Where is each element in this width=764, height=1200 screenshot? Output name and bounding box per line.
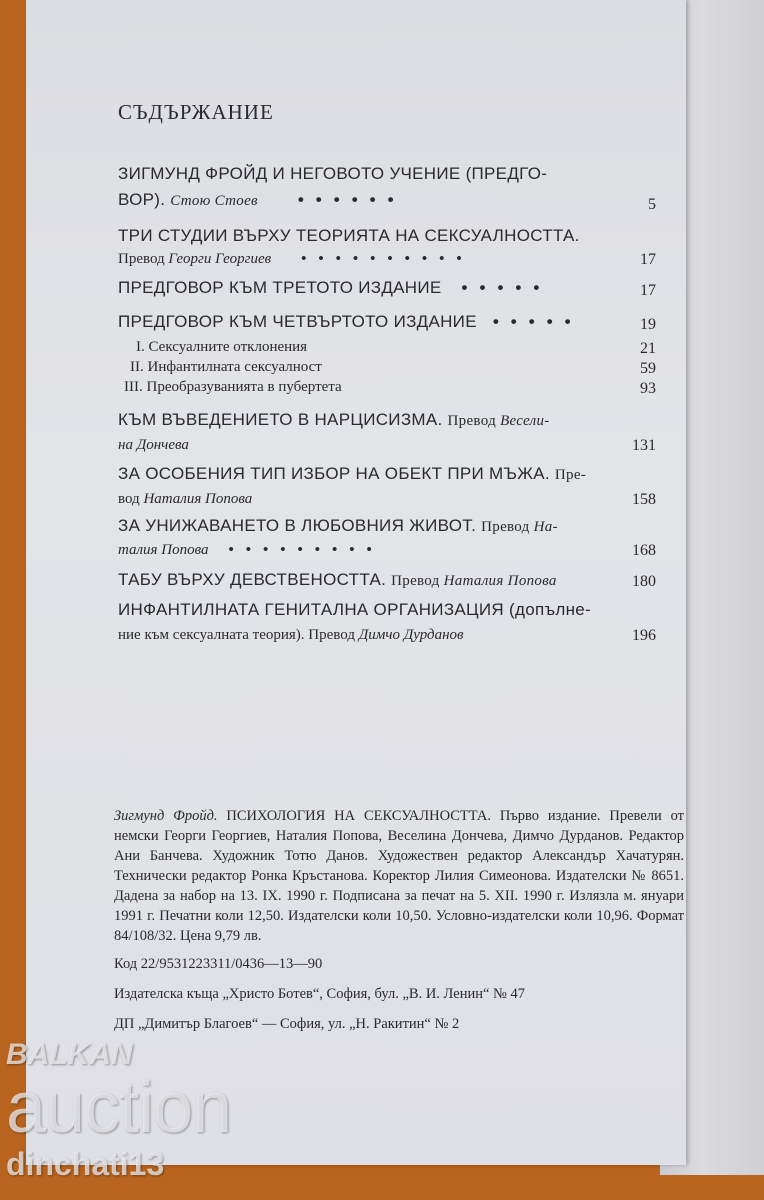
toc-page-10: 168	[632, 542, 656, 559]
toc-entry-5: I. Сексуалните отклонения	[136, 339, 308, 355]
toc-entry-11: ТАБУ ВЪРХУ ДЕВСТВЕНОСТТА. Превод Наталия Попова	[118, 570, 557, 589]
toc-heading: СЪДЪРЖАНИЕ	[118, 100, 274, 124]
toc-entry-8: КЪМ ВЪВЕДЕНИЕТО В НАРЦИСИЗМА. Превод Весели-	[118, 410, 550, 429]
toc-page-9: 158	[632, 491, 656, 508]
toc-entry-2-line2: Превод Георги Георгиев ••••••••••	[118, 251, 474, 267]
watermark-brand: BALKAN	[6, 1038, 133, 1071]
watermark-word: auction	[6, 1068, 232, 1148]
imprint-publisher: Издателска къща „Христо Ботев“, София, бул. „В. И. Ленин“ № 47	[114, 986, 526, 1002]
toc-entry-1-line2: ВОР). Стою Стоев ••••••	[118, 190, 406, 209]
watermark-user: dinchati13	[6, 1146, 165, 1182]
toc-entry-6: II. Инфантилната сексуалност	[130, 359, 322, 375]
toc-entry-7: III. Преобразуванията в пубертета	[124, 379, 342, 395]
imprint-printer: ДП „Димитър Благоев“ — София, ул. „Н. Ракитин“ № 2	[114, 1016, 460, 1032]
toc-page-5: 21	[640, 340, 656, 357]
imprint-text: Зигмунд Фройд. ПСИХОЛОГИЯ НА СЕКСУАЛНОСТТА. Първо издание. Превели от немски Георги Георгиев, Наталия Попова, Веселина Дончева, Димчо Дурданов. Редактор Ани Банчева. Художник Тотю Данов. Художествен редактор Александър Хачатурян. Технически редактор Ронка Кръстанова. Коректор Лилия Симеонова. Издателски № 8651. Дадена за набор на 13. IX. 1990 г. Подписана за печат на 5. XII. 1990 г. Излязла м. януари 1991 г. Печатни коли 12,50. Издателски коли 10,50. Условно-издателски коли 10,96. Формат 84/108/32. Цена 9,79 лв.	[114, 808, 684, 944]
toc-entry-8-line2: на Дончева	[118, 437, 189, 453]
toc-entry-4: ПРЕДГОВОР КЪМ ЧЕТВЪРТОТО ИЗДАНИЕ •••••	[118, 312, 583, 331]
toc-entry-1: ЗИГМУНД ФРОЙД И НЕГОВОТО УЧЕНИЕ (ПРЕДГО-	[118, 164, 548, 183]
toc-entry-2: ТРИ СТУДИИ ВЪРХУ ТЕОРИЯТА НА СЕКСУАЛНОСТТА.	[118, 226, 580, 245]
toc-page-12: 196	[632, 627, 656, 644]
toc-entry-10: ЗА УНИЖАВАНЕТО В ЛЮБОВНИЯ ЖИВОТ. Превод На-	[118, 516, 558, 535]
toc-page-6: 59	[640, 360, 656, 377]
imprint-code: Код 22/9531223311/0436—13—90	[114, 956, 323, 972]
toc-entry-12: ИНФАНТИЛНАТА ГЕНИТАЛНА ОРГАНИЗАЦИЯ (допълне-	[118, 600, 592, 619]
toc-entry-9-line2: вод Наталия Попова	[118, 491, 253, 507]
toc-page-4: 19	[640, 316, 656, 333]
toc-entry-9: ЗА ОСОБЕНИЯ ТИП ИЗБОР НА ОБЕКТ ПРИ МЪЖА. Пре-	[118, 464, 587, 483]
toc-page-7: 93	[640, 380, 656, 397]
toc-page-1: 5	[648, 196, 656, 213]
toc-page-11: 180	[632, 573, 656, 590]
toc-page-3: 17	[640, 282, 656, 299]
imprint-block	[0, 806, 764, 1180]
toc-entry-12-line2: ние към сексуалната теория). Превод Димчо Дурданов	[118, 627, 464, 643]
toc-page-2: 17	[640, 251, 656, 268]
toc-entry-10-line2: талия Попова •••••••••	[118, 542, 384, 558]
toc-entry-3: ПРЕДГОВОР КЪМ ТРЕТОТО ИЗДАНИЕ •••••	[118, 278, 552, 297]
toc-page-8: 131	[632, 437, 656, 454]
